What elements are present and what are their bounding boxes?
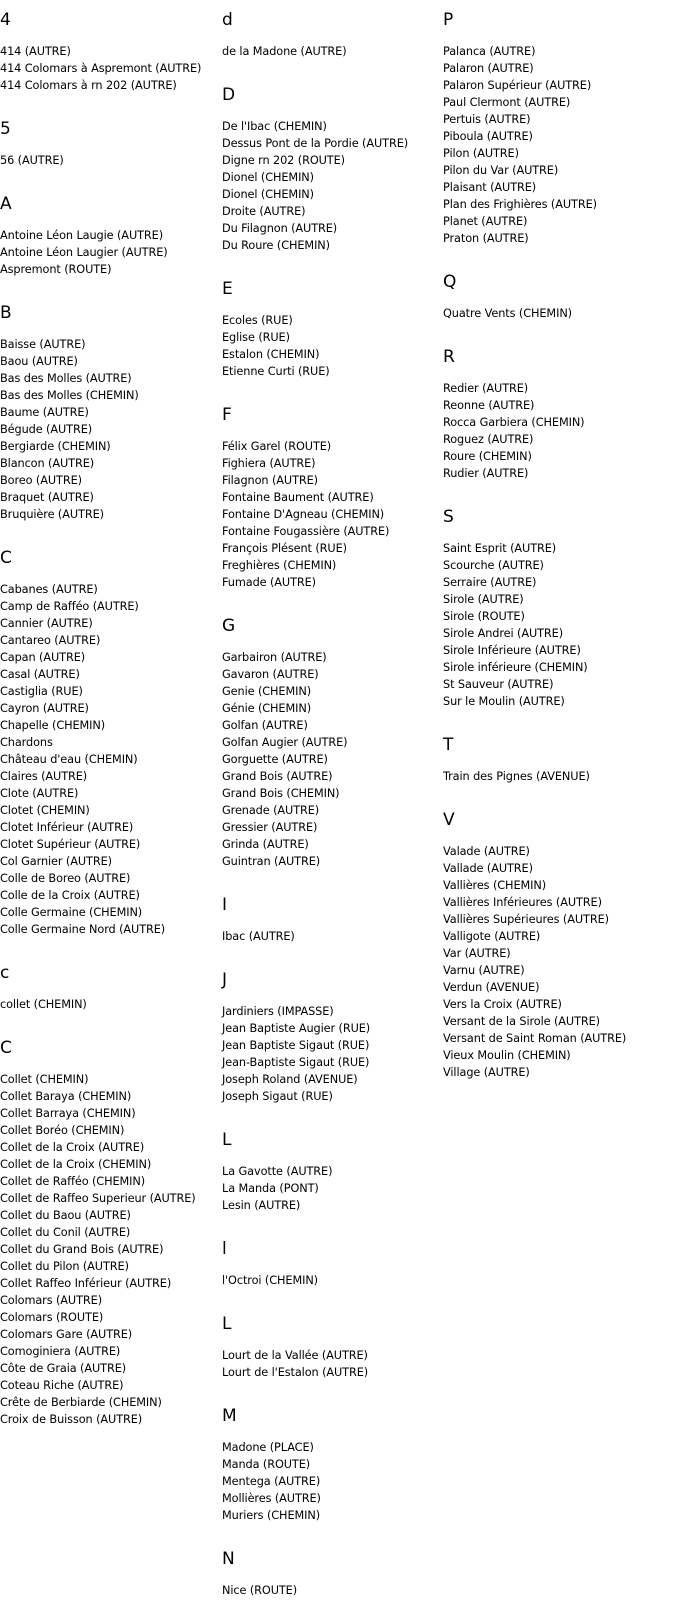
street-list-item: Colle Germaine (CHEMIN)	[0, 906, 143, 919]
street-list-item: Garbairon (AUTRE)	[222, 651, 327, 664]
section-letter-heading: I	[222, 895, 228, 915]
section-letter-heading: 4	[0, 10, 11, 30]
street-list-item: Col Garnier (AUTRE)	[0, 855, 112, 868]
street-list-item: Versant de la Sirole (AUTRE)	[443, 1015, 600, 1028]
street-list-item: Saint Esprit (AUTRE)	[443, 542, 557, 555]
street-list-item: Valade (AUTRE)	[443, 845, 530, 858]
street-list-item: 414 Colomars à Aspremont (AUTRE)	[0, 62, 202, 75]
street-list-item: Vallières Supérieures (AUTRE)	[443, 913, 609, 926]
street-list-item: Scourche (AUTRE)	[443, 559, 544, 572]
street-list-item: Valligote (AUTRE)	[443, 930, 541, 943]
section-letter-heading: L	[222, 1314, 232, 1334]
street-list-item: Vallade (AUTRE)	[443, 862, 533, 875]
street-list-item: De l'Ibac (CHEMIN)	[222, 120, 327, 133]
street-list	[222, 1272, 443, 1289]
street-list-item: Collet du Baou (AUTRE)	[0, 1209, 131, 1222]
street-list-item: Gavaron (AUTRE)	[222, 668, 319, 681]
index-section	[222, 405, 443, 591]
section-letter-heading: R	[443, 347, 455, 367]
street-list-item: Reonne (AUTRE)	[443, 399, 535, 412]
street-list-item: Vers la Croix (AUTRE)	[443, 998, 562, 1011]
index-section	[0, 119, 222, 169]
street-list-item: Dionel (CHEMIN)	[222, 188, 314, 201]
street-list-item: Digne rn 202 (ROUTE)	[222, 154, 345, 167]
street-list-item: Verdun (AVENUE)	[443, 981, 540, 994]
street-list-item: Palaron (AUTRE)	[443, 62, 534, 75]
street-list-item: Planet (AUTRE)	[443, 215, 528, 228]
street-list	[222, 928, 443, 945]
street-list-item: La Manda (PONT)	[222, 1182, 319, 1195]
street-list-item: Rudier (AUTRE)	[443, 467, 529, 480]
column-3	[443, 0, 675, 1106]
street-list-item: Village (AUTRE)	[443, 1066, 530, 1079]
index-section	[222, 1406, 443, 1524]
section-letter-heading: A	[0, 194, 12, 214]
section-letter-heading: l	[222, 1239, 227, 1259]
street-list-item: Vallières Inférieures (AUTRE)	[443, 896, 602, 909]
street-list-item: Castiglia (RUE)	[0, 685, 83, 698]
street-list-item: Gressier (AUTRE)	[222, 821, 318, 834]
street-list-item: Crête de Berbiarde (CHEMIN)	[0, 1396, 162, 1409]
column-1	[0, 0, 222, 1453]
street-list-item: Braquet (AUTRE)	[0, 491, 94, 504]
index-section	[222, 1549, 443, 1599]
street-list-item: Côte de Graia (AUTRE)	[0, 1362, 127, 1375]
street-list-item: Guintran (AUTRE)	[222, 855, 321, 868]
section-letter-heading: M	[222, 1406, 237, 1426]
street-list-item: Train des Pignes (AVENUE)	[443, 770, 590, 783]
section-letter-heading: P	[443, 10, 454, 30]
street-list-item: Redier (AUTRE)	[443, 382, 529, 395]
street-list-item: Collet de Raffeo Superieur (AUTRE)	[0, 1192, 196, 1205]
street-list	[0, 43, 222, 94]
street-list-item: Collet de la Croix (CHEMIN)	[0, 1158, 152, 1171]
street-list-item: Cayron (AUTRE)	[0, 702, 89, 715]
street-list-item: Jean Baptiste Augier (RUE)	[222, 1022, 371, 1035]
street-list	[222, 438, 443, 591]
street-list-item: Madone (PLACE)	[222, 1441, 314, 1454]
street-list-item: Fighiera (AUTRE)	[222, 457, 316, 470]
street-list	[222, 1347, 443, 1381]
street-list-item: Jean-Baptiste Sigaut (RUE)	[222, 1056, 370, 1069]
street-list-item: Nice (ROUTE)	[222, 1584, 298, 1597]
street-list-item: Sirole Inférieure (AUTRE)	[443, 644, 581, 657]
street-list	[443, 540, 675, 710]
street-list-item: 414 (AUTRE)	[0, 45, 71, 58]
street-list-item: Chapelle (CHEMIN)	[0, 719, 106, 732]
street-list-item: Bergiarde (CHEMIN)	[0, 440, 111, 453]
street-list-item: Collet Raffeo Inférieur (AUTRE)	[0, 1277, 172, 1290]
street-list-item: collet (CHEMIN)	[0, 998, 87, 1011]
section-letter-heading: F	[222, 405, 232, 425]
street-list-item: Château d'eau (CHEMIN)	[0, 753, 138, 766]
street-list	[222, 649, 443, 870]
street-list-item: Croix de Buisson (AUTRE)	[0, 1413, 143, 1426]
index-section	[0, 1038, 222, 1428]
street-list-item: Sur le Moulin (AUTRE)	[443, 695, 565, 708]
index-section	[443, 735, 675, 785]
street-list-item: Filagnon (AUTRE)	[222, 474, 318, 487]
street-list-item: Colle de Boreo (AUTRE)	[0, 872, 131, 885]
index-section	[443, 507, 675, 710]
street-list-item: Varnu (AUTRE)	[443, 964, 525, 977]
street-list-item: Palaron Supérieur (AUTRE)	[443, 79, 592, 92]
index-section	[222, 85, 443, 254]
section-letter-heading: J	[222, 970, 228, 990]
street-list-item: Colle Germaine Nord (AUTRE)	[0, 923, 166, 936]
street-list-item: Eglise (RUE)	[222, 331, 290, 344]
index-section	[222, 1130, 443, 1214]
street-list-item: Baisse (AUTRE)	[0, 338, 86, 351]
street-list-item: Praton (AUTRE)	[443, 232, 529, 245]
street-list-item: Etienne Curti (RUE)	[222, 365, 330, 378]
street-list-item: 56 (AUTRE)	[0, 154, 64, 167]
street-list	[222, 118, 443, 254]
street-list-item: Jardiniers (IMPASSE)	[222, 1005, 334, 1018]
street-list-item: Grenade (AUTRE)	[222, 804, 320, 817]
section-letter-heading: S	[443, 507, 454, 527]
index-section	[222, 10, 443, 60]
street-list-item: Joseph Roland (AVENUE)	[222, 1073, 358, 1086]
street-list-item: Roguez (AUTRE)	[443, 433, 534, 446]
street-list	[0, 336, 222, 523]
street-list-item: Sirole Andrei (AUTRE)	[443, 627, 564, 640]
street-list-item: Freghières (CHEMIN)	[222, 559, 337, 572]
index-section	[222, 1239, 443, 1289]
section-letter-heading: E	[222, 279, 233, 299]
street-list-item: Baume (AUTRE)	[0, 406, 89, 419]
street-list-item: Pilon du Var (AUTRE)	[443, 164, 559, 177]
street-list-item: Grand Bois (CHEMIN)	[222, 787, 340, 800]
street-list	[0, 227, 222, 278]
index-section	[443, 347, 675, 482]
index-section	[222, 970, 443, 1105]
street-list-item: Serraire (AUTRE)	[443, 576, 537, 589]
index-section	[0, 303, 222, 523]
street-list-item: Cantareo (AUTRE)	[0, 634, 101, 647]
street-list-item: Collet de Rafféo (CHEMIN)	[0, 1175, 146, 1188]
street-list-item: Clotet Inférieur (AUTRE)	[0, 821, 134, 834]
index-section	[222, 616, 443, 870]
street-list-item: Palanca (AUTRE)	[443, 45, 536, 58]
street-list-item: Gorguette (AUTRE)	[222, 753, 328, 766]
street-list-item: François Plésent (RUE)	[222, 542, 347, 555]
street-list-item: Capan (AUTRE)	[0, 651, 86, 664]
street-list-item: Sirole (AUTRE)	[443, 593, 524, 606]
street-list-item: Bas des Molles (CHEMIN)	[0, 389, 139, 402]
street-list-item: Plan des Frighières (AUTRE)	[443, 198, 597, 211]
section-letter-heading: c	[0, 963, 10, 983]
street-list-item: Ibac (AUTRE)	[222, 930, 295, 943]
street-list-item: Golfan (AUTRE)	[222, 719, 308, 732]
index-section	[0, 194, 222, 278]
street-list-item: Lesin (AUTRE)	[222, 1199, 301, 1212]
section-letter-heading: B	[0, 303, 12, 323]
street-list-item: de la Madone (AUTRE)	[222, 45, 347, 58]
section-letter-heading: d	[222, 10, 233, 30]
street-list	[0, 996, 222, 1013]
street-list-item: Fontaine D'Agneau (CHEMIN)	[222, 508, 385, 521]
index-section	[443, 810, 675, 1081]
section-letter-heading: Q	[443, 272, 457, 292]
street-list-item: Vallières (CHEMIN)	[443, 879, 547, 892]
index-section	[222, 895, 443, 945]
street-list-item: Genie (CHEMIN)	[222, 685, 312, 698]
index-section	[443, 10, 675, 247]
street-list-item: Piboula (AUTRE)	[443, 130, 533, 143]
street-list-item: Antoine Léon Laugier (AUTRE)	[0, 246, 168, 259]
section-letter-heading: L	[222, 1130, 232, 1150]
street-list-item: Bégude (AUTRE)	[0, 423, 93, 436]
street-list-item: Collet (CHEMIN)	[0, 1073, 89, 1086]
street-list-item: Colle de la Croix (AUTRE)	[0, 889, 140, 902]
street-list-item: Droite (AUTRE)	[222, 205, 306, 218]
street-list-item: Vieux Moulin (CHEMIN)	[443, 1049, 571, 1062]
street-list-item: Dessus Pont de la Pordie (AUTRE)	[222, 137, 409, 150]
street-list-item: l'Octroi (CHEMIN)	[222, 1274, 318, 1287]
street-list	[222, 43, 443, 60]
column-2	[222, 0, 443, 1624]
street-list-item: Antoine Léon Laugie (AUTRE)	[0, 229, 164, 242]
street-list	[0, 152, 222, 169]
street-list-item: Mollières (AUTRE)	[222, 1492, 321, 1505]
street-list	[443, 43, 675, 247]
street-list-item: Quatre Vents (CHEMIN)	[443, 307, 572, 320]
street-list-item: Sirole inférieure (CHEMIN)	[443, 661, 588, 674]
index-section	[222, 1314, 443, 1381]
street-list-item: Claires (AUTRE)	[0, 770, 88, 783]
street-list-item: Du Roure (CHEMIN)	[222, 239, 330, 252]
street-list-item: Collet de la Croix (AUTRE)	[0, 1141, 145, 1154]
index-section	[443, 272, 675, 322]
street-list-item: Cannier (AUTRE)	[0, 617, 93, 630]
street-list-item: Golfan Augier (AUTRE)	[222, 736, 348, 749]
street-list-item: Jean Baptiste Sigaut (RUE)	[222, 1039, 370, 1052]
street-list-item: Fontaine Fougassière (AUTRE)	[222, 525, 390, 538]
street-list-item: Du Filagnon (AUTRE)	[222, 222, 338, 235]
street-list-item: Collet Baraya (CHEMIN)	[0, 1090, 132, 1103]
street-list-item: Rocca Garbiera (CHEMIN)	[443, 416, 585, 429]
street-list-item: Var (AUTRE)	[443, 947, 511, 960]
street-list-item: Paul Clermont (AUTRE)	[443, 96, 571, 109]
street-list-item: Muriers (CHEMIN)	[222, 1509, 321, 1522]
street-list-item: Roure (CHEMIN)	[443, 450, 532, 463]
street-list-item: Chardons	[0, 736, 53, 749]
street-list	[222, 1163, 443, 1214]
street-list-item: Grand Bois (AUTRE)	[222, 770, 333, 783]
section-letter-heading: 5	[0, 119, 11, 139]
street-list-item: Clotet (CHEMIN)	[0, 804, 90, 817]
street-list-item: Cabanes (AUTRE)	[0, 583, 98, 596]
street-list-item: Collet du Grand Bois (AUTRE)	[0, 1243, 164, 1256]
street-list	[443, 843, 675, 1081]
street-list-item: Comoginiera (AUTRE)	[0, 1345, 121, 1358]
street-list-item: Bas des Molles (AUTRE)	[0, 372, 132, 385]
street-list-item: Lourt de l'Estalon (AUTRE)	[222, 1366, 369, 1379]
street-list-item: Clotet Supérieur (AUTRE)	[0, 838, 141, 851]
section-letter-heading: C	[0, 548, 12, 568]
street-list-item: Génie (CHEMIN)	[222, 702, 312, 715]
street-list-item: Plaisant (AUTRE)	[443, 181, 537, 194]
section-letter-heading: D	[222, 85, 236, 105]
street-list-item: Fumade (AUTRE)	[222, 576, 316, 589]
street-list	[0, 1071, 222, 1428]
street-list-item: Manda (ROUTE)	[222, 1458, 311, 1471]
section-letter-heading: C	[0, 1038, 12, 1058]
street-list-item: Dionel (CHEMIN)	[222, 171, 314, 184]
street-list-item: Grinda (AUTRE)	[222, 838, 309, 851]
section-letter-heading: T	[443, 735, 454, 755]
street-list-item: Collet Barraya (CHEMIN)	[0, 1107, 136, 1120]
street-list	[443, 380, 675, 482]
street-list-item: Collet du Pilon (AUTRE)	[0, 1260, 129, 1273]
index-section	[222, 279, 443, 380]
section-letter-heading: G	[222, 616, 236, 636]
street-list-item: Ecoles (RUE)	[222, 314, 293, 327]
index-section	[0, 548, 222, 938]
street-list-item: St Sauveur (AUTRE)	[443, 678, 554, 691]
street-list-item: Colomars Gare (AUTRE)	[0, 1328, 133, 1341]
street-list-item: Baou (AUTRE)	[0, 355, 78, 368]
index-section	[0, 963, 222, 1013]
street-list-item: Mentega (AUTRE)	[222, 1475, 321, 1488]
street-list-item: La Gavotte (AUTRE)	[222, 1165, 333, 1178]
street-list	[222, 312, 443, 380]
street-list-item: Blancon (AUTRE)	[0, 457, 95, 470]
street-list-item: Colomars (AUTRE)	[0, 1294, 102, 1307]
street-list-item: Boreo (AUTRE)	[0, 474, 82, 487]
street-list-item: Collet du Conil (AUTRE)	[0, 1226, 131, 1239]
street-list-item: Joseph Sigaut (RUE)	[222, 1090, 333, 1103]
section-letter-heading: N	[222, 1549, 235, 1569]
street-list-item: Coteau Riche (AUTRE)	[0, 1379, 124, 1392]
street-list-item: Estalon (CHEMIN)	[222, 348, 320, 361]
street-list	[222, 1003, 443, 1105]
street-list-item: Sirole (ROUTE)	[443, 610, 525, 623]
street-list	[222, 1582, 443, 1599]
street-list-item: Lourt de la Vallée (AUTRE)	[222, 1349, 368, 1362]
street-list	[222, 1439, 443, 1524]
street-list-item: Fontaine Baument (AUTRE)	[222, 491, 374, 504]
street-list-item: Versant de Saint Roman (AUTRE)	[443, 1032, 627, 1045]
street-list-item: 414 Colomars à rn 202 (AUTRE)	[0, 79, 177, 92]
street-list-item: Casal (AUTRE)	[0, 668, 80, 681]
street-list	[0, 581, 222, 938]
street-list-item: Félix Garel (ROUTE)	[222, 440, 332, 453]
street-list-item: Pilon (AUTRE)	[443, 147, 519, 160]
street-list-item: Bruquière (AUTRE)	[0, 508, 104, 521]
street-list-item: Colomars (ROUTE)	[0, 1311, 104, 1324]
street-list-item: Camp de Rafféo (AUTRE)	[0, 600, 139, 613]
street-list	[443, 768, 675, 785]
street-list-item: Pertuis (AUTRE)	[443, 113, 531, 126]
street-list-item: Aspremont (ROUTE)	[0, 263, 112, 276]
index-section	[0, 10, 222, 94]
street-list-item: Clote (AUTRE)	[0, 787, 79, 800]
street-list-item: Collet Boréo (CHEMIN)	[0, 1124, 125, 1137]
street-list	[443, 305, 675, 322]
section-letter-heading: V	[443, 810, 455, 830]
